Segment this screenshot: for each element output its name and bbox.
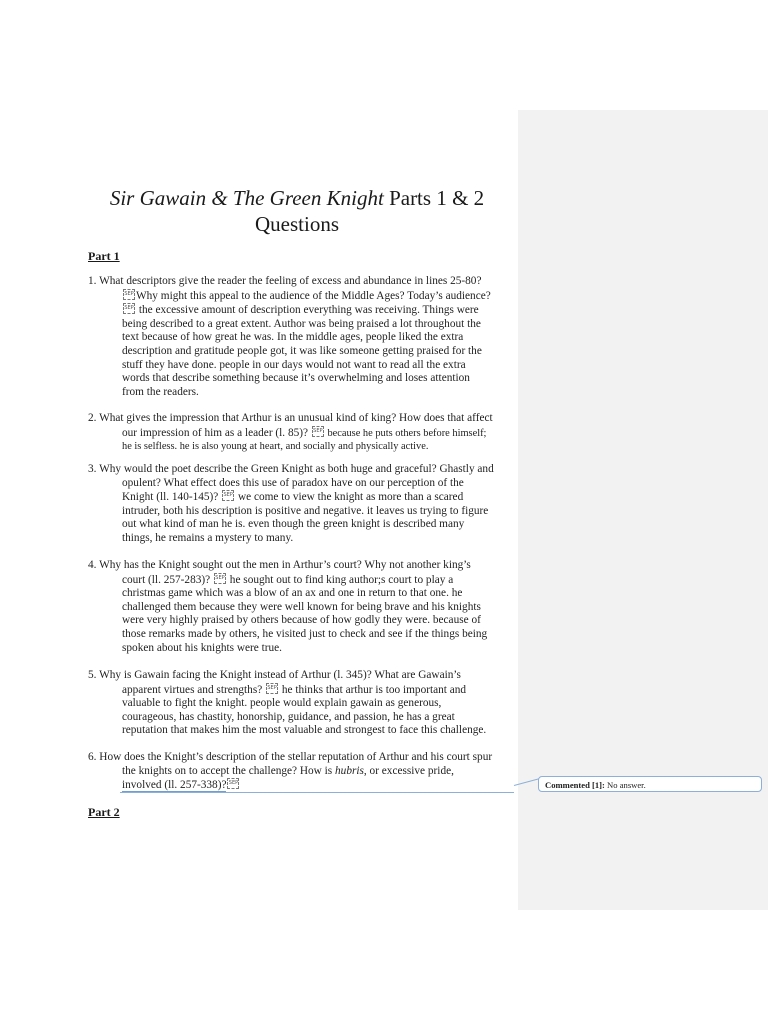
- question-6: [88, 751, 508, 793]
- q5-line-6: reputation that makes him the most valuable and strongest to face this challenge.: [122, 724, 487, 737]
- title-italic: Sir Gawain & The Green Knight: [109, 186, 384, 210]
- question-4: [88, 559, 508, 655]
- title-rest: Parts 1 & 2: [383, 186, 485, 210]
- q2-line-2: our impression of him as a leader (l. 85)?: [122, 426, 311, 439]
- q1-line-9: from the readers.: [122, 385, 199, 398]
- q3-line-2: opulent? What effect does this use of paradox have on our perception of the: [122, 476, 464, 489]
- comment-balloon[interactable]: [538, 776, 762, 792]
- q1-line-8: words that describe something because it’s overwhelming and loses attention: [122, 372, 470, 385]
- separator-icon: SEP: [266, 683, 278, 694]
- q6-hubris: hubris: [335, 764, 364, 777]
- part2-heading: Part 2: [88, 805, 120, 819]
- q3-line-3: Knight (ll. 140-145)?: [122, 491, 222, 504]
- q1-line-4: being described to a great extent. Author was being praised a lot throughout the: [122, 317, 481, 330]
- separator-icon: SEP: [123, 303, 135, 314]
- q5-line-3: he thinks that arthur is too important and: [279, 683, 467, 696]
- q4-line-6: were very highly praised by others because of how godly they were. because of: [122, 614, 481, 627]
- q4-line-1: 4. Why has the Knight sought out the men in Arthur’s court? Why not another king’s: [88, 559, 471, 571]
- q6-line-2b: , or excessive pride,: [363, 764, 454, 777]
- question-2: [88, 412, 508, 454]
- q1-line-6: description and gratitude people got, it was like someone getting praised for the: [122, 344, 482, 357]
- q4-line-2: court (ll. 257-283)?: [122, 573, 213, 586]
- q4-line-8: spoken about his knights were true.: [122, 641, 283, 654]
- comment-anchor-line: [120, 792, 514, 793]
- q2-answer-2: he is selfless. he is also young at heart, and socially and physically active.: [122, 441, 429, 453]
- q4-line-4: christmas game which was a blow of an ax and one in return to that one. he: [122, 587, 463, 600]
- q1-line-1: 1. What descriptors give the reader the feeling of excess and abundance in lines 25-80?: [88, 275, 482, 287]
- q4-line-7: those remarks made by others, he visited just to check and see if the things being: [122, 627, 488, 640]
- q1-line-2: Why might this appeal to the audience of the Middle Ages? Today’s audience?: [136, 289, 491, 302]
- q5-line-4: valuable to fight the knight. people would explain gawain as generous,: [122, 697, 442, 710]
- separator-icon: SEP: [123, 289, 135, 300]
- q4-line-3: he sought out to find king author;s court to play a: [226, 573, 454, 586]
- q5-line-1: 5. Why is Gawain facing the Knight instead of Arthur (l. 345)? What are Gawain’s: [88, 669, 461, 681]
- separator-icon: SEP: [227, 778, 239, 789]
- question-1: [88, 275, 508, 399]
- q3-line-1: 3. Why would the poet describe the Green Knight as both huge and graceful? Ghastly and: [88, 463, 494, 475]
- question-3: [88, 463, 508, 546]
- q5-line-5: courageous, has chastity, honorship, guidance, and passion, he has a great: [122, 710, 455, 723]
- separator-icon: SEP: [222, 490, 234, 501]
- comment-text: No answer.: [604, 780, 646, 790]
- title-line2: Questions: [255, 212, 339, 236]
- q6-commented-text[interactable]: involved (ll. 257-338)?: [122, 779, 227, 792]
- separator-icon: SEP: [312, 426, 324, 437]
- part1-heading: Part 1: [88, 249, 120, 263]
- separator-icon: SEP: [214, 573, 226, 584]
- q4-line-5: challenged them because they were well known for being brave and his knights: [122, 600, 481, 613]
- question-5: [88, 669, 508, 738]
- q6-line-2a: the knights on to accept the challenge? How is: [122, 764, 336, 777]
- q2-answer-1: because he puts others before himself;: [324, 427, 487, 439]
- q3-line-5: intruder, both his description is positive and negative. it leaves us trying to figure: [122, 504, 489, 517]
- q5-line-2: apparent virtues and strengths?: [122, 683, 266, 696]
- document-title: [88, 185, 506, 237]
- q1-line-3: the excessive amount of description everything was receiving. Things were: [136, 304, 479, 317]
- q2-line-1: 2. What gives the impression that Arthur is an unusual kind of king? How does that affect: [88, 412, 493, 424]
- q1-line-7: stuff they have done. people in our days would not want to read all the extra: [122, 358, 466, 371]
- q3-line-6: out what kind of man he is. even though the green knight is described many: [122, 518, 465, 531]
- q3-line-7: things, he remains a mystery to many.: [122, 531, 294, 544]
- q1-line-5: text because of how great he was. In the middle ages, people liked the extra: [122, 331, 464, 344]
- q3-line-4: we come to view the knight as more than a scared: [235, 491, 464, 504]
- comment-label: Commented [1]:: [545, 780, 605, 790]
- q6-line-1: 6. How does the Knight’s description of the stellar reputation of Arthur and his court spur: [88, 751, 493, 763]
